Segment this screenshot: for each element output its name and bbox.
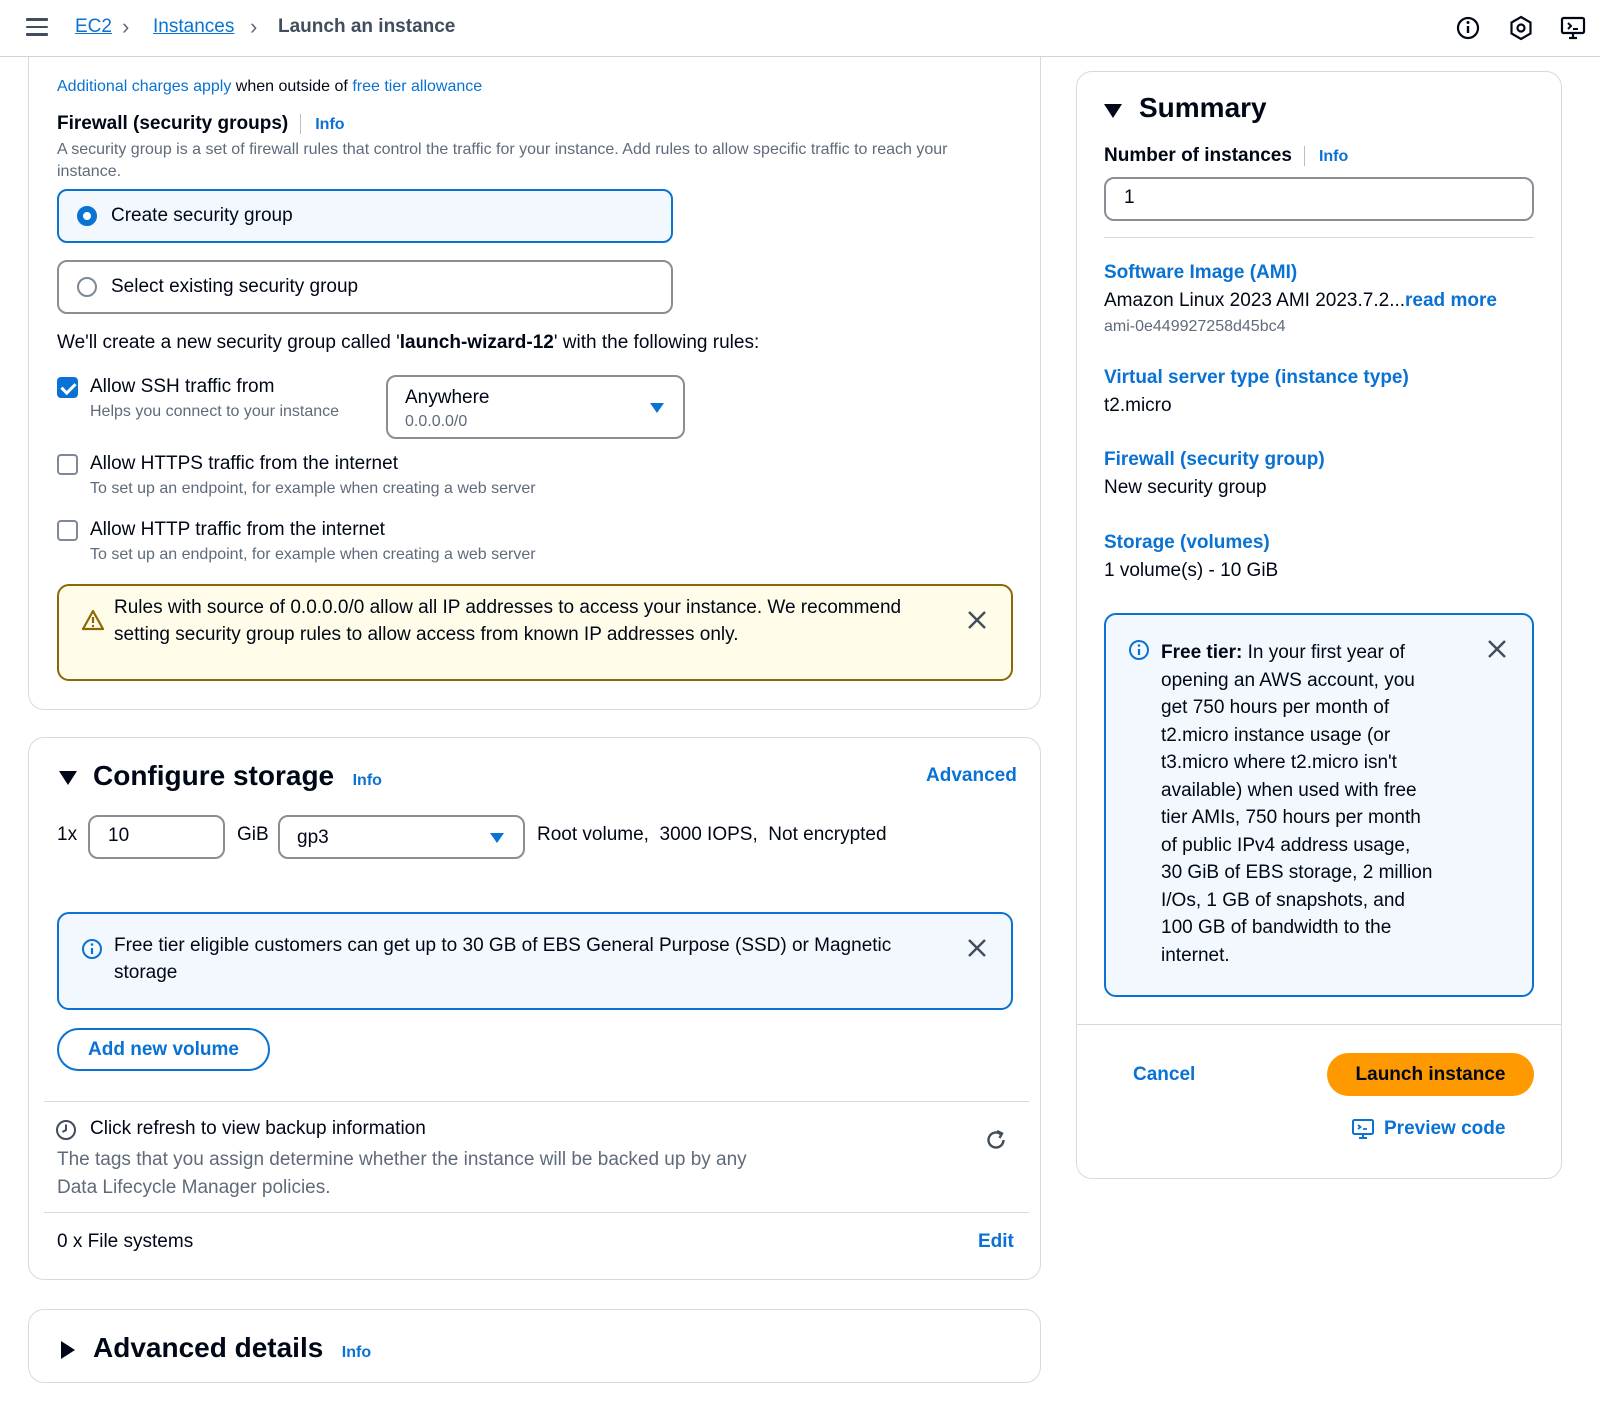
free-tier-line: get 750 hours per month of xyxy=(1161,697,1390,718)
ami-link[interactable]: Software Image (AMI) xyxy=(1104,262,1298,283)
ami-value xyxy=(1104,290,1497,312)
ami-name: Amazon Linux 2023 AMI 2023.7.2... xyxy=(1104,290,1406,311)
http-description: To set up an endpoint, for example when creating a web server xyxy=(90,546,536,563)
volume-multiplier: 1x xyxy=(57,824,78,845)
select-existing-security-group-option[interactable] xyxy=(57,260,673,314)
ssh-source-select[interactable] xyxy=(386,375,685,439)
free-tier-allowance-link[interactable]: free tier allowance xyxy=(352,78,483,95)
https-description: To set up an endpoint, for example when creating a web server xyxy=(90,480,536,497)
num-instances-heading xyxy=(1104,145,1348,167)
expand-triangle-icon[interactable] xyxy=(61,1341,75,1359)
storage-summary-link[interactable]: Storage (volumes) xyxy=(1104,532,1270,553)
ssh-label: Allow SSH traffic from xyxy=(90,376,275,397)
ssh-source-value: Anywhere xyxy=(405,387,490,408)
info-circle-icon xyxy=(1128,639,1150,661)
free-tier-line: opening an AWS account, you xyxy=(1161,669,1415,691)
close-icon[interactable] xyxy=(1486,638,1508,660)
backup-description: The tags that you assign determine whether the instance will be backed up by any Data Lifecycle Manager policies. xyxy=(57,1149,747,1198)
free-tier-summary-text xyxy=(1161,639,1461,969)
summary-title: Summary xyxy=(1139,92,1267,123)
firewall-summary-link[interactable]: Firewall (security group) xyxy=(1104,449,1325,470)
new-security-group-note xyxy=(57,332,759,354)
free-tier-bold: Free tier: xyxy=(1161,642,1243,663)
divider xyxy=(1104,237,1534,238)
divider xyxy=(1077,1024,1561,1025)
volume-details: Root volume, 3000 IOPS, Not encrypted xyxy=(537,824,887,845)
volume-type-select[interactable] xyxy=(278,815,525,859)
free-tier-line: 30 GiB of EBS storage, 2 million xyxy=(1161,862,1433,883)
free-tier-line: In your first year of xyxy=(1242,642,1405,663)
warning-text: Rules with source of 0.0.0.0/0 allow all IP addresses to access your instance. We recommend setting security group rules to allow access from known IP addresses only. xyxy=(114,597,902,645)
additional-charges-link[interactable]: Additional charges apply xyxy=(57,78,232,95)
storage-heading xyxy=(93,760,382,792)
free-tier-line: 100 GB of bandwidth to the xyxy=(1161,917,1392,938)
https-label: Allow HTTPS traffic from the internet xyxy=(90,453,398,474)
note-suffix: ' with the following rules: xyxy=(553,332,760,353)
advanced-details-heading[interactable] xyxy=(93,1332,371,1364)
chevron-right-icon: › xyxy=(122,14,130,39)
free-tier-storage-text: Free tier eligible customers can get up to 30 GB of EBS General Purpose (SSD) or Magnetic storage xyxy=(114,935,892,983)
advanced-details-info-link[interactable]: Info xyxy=(341,1344,372,1361)
preview-code-icon xyxy=(1351,1117,1375,1141)
free-tier-summary-alert xyxy=(1104,613,1534,997)
breadcrumb-current: Launch an instance xyxy=(278,16,456,37)
top-navigation-bar xyxy=(0,0,1600,57)
volume-unit: GiB xyxy=(237,824,269,845)
backup-title: Click refresh to view backup information xyxy=(90,1118,426,1139)
divider xyxy=(44,1212,1029,1213)
file-systems-count: 0 x File systems xyxy=(57,1231,194,1252)
feedback-screen-icon[interactable] xyxy=(1559,14,1587,42)
ssh-description: Helps you connect to your instance xyxy=(90,403,340,420)
radio-unselected[interactable] xyxy=(77,277,97,297)
storage-title: Configure storage xyxy=(93,760,335,791)
firewall-heading xyxy=(57,113,345,135)
cancel-button[interactable]: Cancel xyxy=(1133,1064,1196,1085)
storage-advanced-link[interactable]: Advanced xyxy=(926,765,1017,786)
ssh-checkbox[interactable] xyxy=(57,377,78,398)
radio-selected[interactable] xyxy=(77,206,97,226)
close-icon[interactable] xyxy=(966,609,988,631)
info-circle-icon xyxy=(81,938,103,960)
security-group-name: launch-wizard-12 xyxy=(399,332,554,353)
breadcrumb-ec2[interactable]: EC2 xyxy=(75,16,112,37)
free-tier-storage-alert xyxy=(57,912,1013,1010)
note-prefix: We'll create a new security group called ' xyxy=(57,332,400,353)
launch-instance-button[interactable]: Launch instance xyxy=(1327,1053,1534,1096)
num-instances-label: Number of instances xyxy=(1104,145,1292,166)
breadcrumb-instances[interactable]: Instances xyxy=(153,16,235,37)
clock-icon xyxy=(55,1119,77,1141)
chevron-right-icon: › xyxy=(250,14,258,39)
http-checkbox[interactable] xyxy=(57,520,78,541)
caret-down-icon xyxy=(650,403,664,413)
charges-note xyxy=(57,78,482,96)
advanced-details-title: Advanced details xyxy=(93,1332,324,1363)
https-checkbox[interactable] xyxy=(57,454,78,475)
storage-info-link[interactable]: Info xyxy=(352,772,382,789)
create-security-group-option[interactable] xyxy=(57,189,673,243)
menu-icon[interactable] xyxy=(26,18,48,36)
firewall-summary-value: New security group xyxy=(1104,477,1267,498)
storage-summary-value: 1 volume(s) - 10 GiB xyxy=(1104,560,1279,581)
firewall-title: Firewall (security groups) xyxy=(57,113,289,134)
radio-label: Create security group xyxy=(111,205,293,226)
divider xyxy=(44,1101,1029,1102)
refresh-icon[interactable] xyxy=(983,1127,1009,1153)
free-tier-line: tier AMIs, 750 hours per month xyxy=(1161,807,1421,828)
instance-type-link[interactable]: Virtual server type (instance type) xyxy=(1104,367,1409,388)
volume-size-input[interactable]: 10 xyxy=(88,815,225,859)
collapse-triangle-icon[interactable] xyxy=(59,771,77,785)
ami-id: ami-0e449927258d45bc4 xyxy=(1104,318,1286,335)
ami-read-more-link[interactable]: read more xyxy=(1405,290,1497,311)
instance-type-value: t2.micro xyxy=(1104,395,1172,416)
http-label: Allow HTTP traffic from the internet xyxy=(90,519,385,540)
free-tier-line: I/Os, 1 GB of snapshots, and xyxy=(1161,889,1405,911)
file-systems-edit-link[interactable]: Edit xyxy=(978,1231,1014,1252)
free-tier-line: of public IPv4 address usage, xyxy=(1161,834,1411,856)
charges-text: when outside of xyxy=(231,78,353,95)
num-instances-info-link[interactable]: Info xyxy=(1318,148,1349,165)
free-tier-line: available) when used with free xyxy=(1161,779,1417,801)
num-instances-input[interactable]: 1 xyxy=(1104,177,1534,221)
info-circle-icon[interactable] xyxy=(1454,14,1482,42)
close-icon[interactable] xyxy=(966,937,988,959)
radio-label: Select existing security group xyxy=(111,276,359,297)
free-tier-line: t2.micro instance usage (or xyxy=(1161,724,1391,746)
caret-down-icon xyxy=(490,833,504,843)
warning-icon xyxy=(81,609,105,631)
add-new-volume-button[interactable]: Add new volume xyxy=(57,1028,270,1071)
firewall-description: A security group is a set of firewall rules that control the traffic for your instance. Add rules to allow specific traffic to reach your instance. xyxy=(57,141,948,180)
collapse-triangle-icon[interactable] xyxy=(1104,104,1122,118)
settings-hex-icon[interactable] xyxy=(1507,14,1535,42)
security-warning-alert xyxy=(57,584,1013,681)
free-tier-line: internet. xyxy=(1161,944,1230,966)
volume-type-value: gp3 xyxy=(297,827,329,848)
preview-code-label: Preview code xyxy=(1384,1118,1506,1139)
ssh-source-cidr: 0.0.0.0/0 xyxy=(405,413,468,430)
free-tier-line: t3.micro where t2.micro isn't xyxy=(1161,752,1397,773)
firewall-info-link[interactable]: Info xyxy=(315,116,345,133)
